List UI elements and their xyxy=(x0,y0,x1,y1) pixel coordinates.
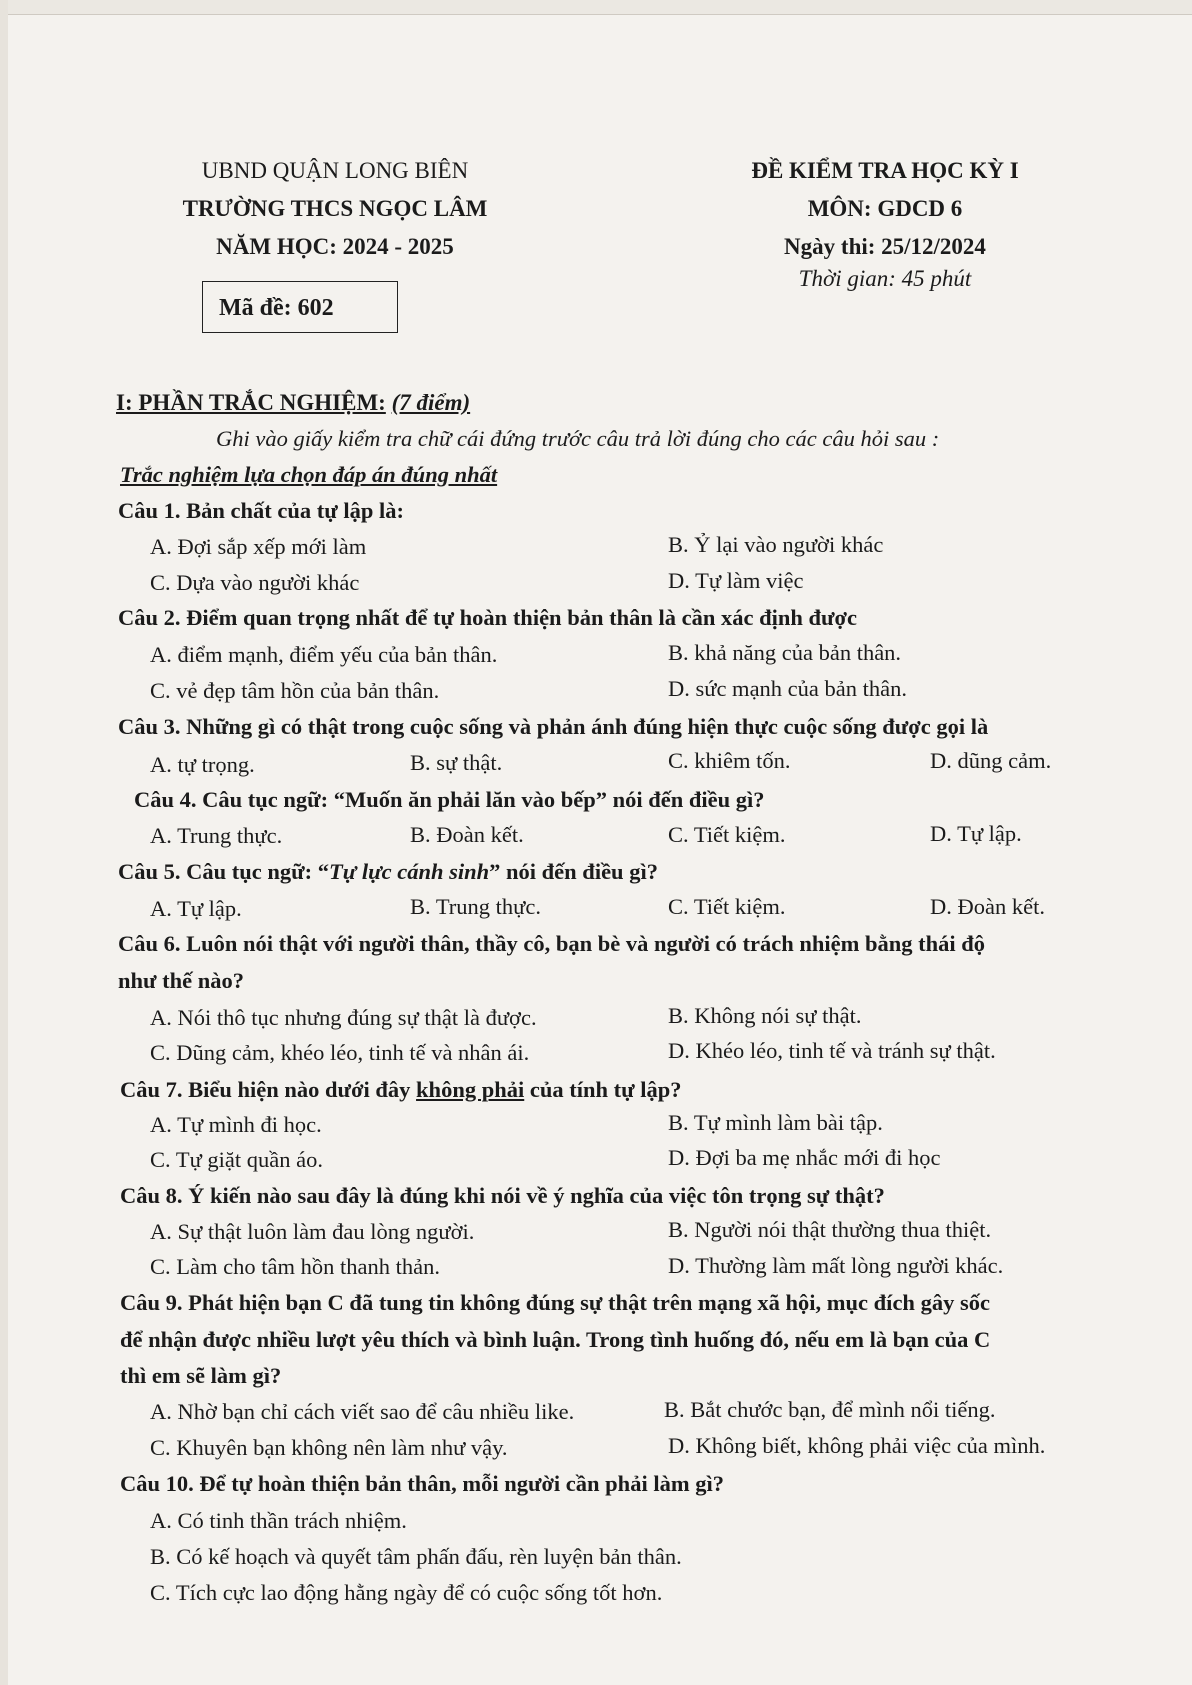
school-header xyxy=(120,152,550,266)
q7-emphasis: không phải xyxy=(416,1077,525,1102)
q1-option-c: C. Dựa vào người khác xyxy=(150,570,360,595)
q7-option-d: D. Đợi ba mẹ nhắc mới đi học xyxy=(668,1145,941,1170)
q2-option-d: D. sức mạnh của bản thân. xyxy=(668,676,907,701)
question-1: Câu 1. Bản chất của tự lập là: xyxy=(118,498,405,523)
section-label: I: PHẦN TRẮC NGHIỆM: xyxy=(116,390,386,415)
question-3: Câu 3. Những gì có thật trong cuộc sống và phản ánh đúng hiện thực cuộc sống được gọi là xyxy=(118,714,989,739)
q7-option-c: C. Tự giặt quần áo. xyxy=(150,1147,324,1172)
q4-option-b: B. Đoàn kết. xyxy=(410,822,524,847)
q8-option-b: B. Người nói thật thường thua thiệt. xyxy=(668,1217,992,1242)
q2-option-c: C. vẻ đẹp tâm hồn của bản thân. xyxy=(150,678,440,703)
q3-option-d: D. dũng cảm. xyxy=(930,748,1052,773)
scan-edge-left xyxy=(0,0,8,1685)
exam-header xyxy=(690,152,1080,298)
q8-option-c: C. Làm cho tâm hồn thanh thản. xyxy=(150,1254,440,1279)
instruction: Ghi vào giấy kiểm tra chữ cái đứng trước câu trả lời đúng cho các câu hỏi sau : xyxy=(216,426,940,451)
q6-option-c: C. Dũng cảm, khéo léo, tinh tế và nhân ái. xyxy=(150,1040,530,1065)
q5-text-post: ” nói đến điều gì? xyxy=(489,859,658,884)
question-9-cont1: để nhận được nhiều lượt yêu thích và bình luận. Trong tình huống đó, nếu em là bạn của C xyxy=(120,1327,991,1352)
question-4: Câu 4. Câu tục ngữ: “Muốn ăn phải lăn vào bếp” nói đến điều gì? xyxy=(134,787,765,812)
q1-option-a: A. Đợi sắp xếp mới làm xyxy=(150,534,367,559)
question-9: Câu 9. Phát hiện bạn C đã tung tin không đúng sự thật trên mạng xã hội, mục đích gây sốc xyxy=(120,1290,990,1315)
q10-option-c: C. Tích cực lao động hằng ngày để có cuộc sống tốt hơn. xyxy=(150,1580,663,1605)
q7-option-a: A. Tự mình đi học. xyxy=(150,1112,322,1137)
q7-option-b: B. Tự mình làm bài tập. xyxy=(668,1110,883,1135)
question-5 xyxy=(118,857,658,887)
q9-option-c: C. Khuyên bạn không nên làm như vậy. xyxy=(150,1435,508,1460)
question-10: Câu 10. Để tự hoàn thiện bản thân, mỗi người cần phải làm gì? xyxy=(120,1471,724,1496)
q7-text-pre: Câu 7. Biểu hiện nào dưới đây xyxy=(120,1077,417,1102)
school-year: NĂM HỌC: 2024 - 2025 xyxy=(216,234,454,259)
q5-option-c: C. Tiết kiệm. xyxy=(668,894,786,919)
exam-title: ĐỀ KIỂM TRA HỌC KỲ I xyxy=(751,158,1019,183)
q5-option-d: D. Đoàn kết. xyxy=(930,894,1045,919)
q5-proverb: Tự lực cánh sinh xyxy=(329,859,490,884)
q5-option-a: A. Tự lập. xyxy=(150,896,242,921)
q10-option-a: A. Có tinh thần trách nhiệm. xyxy=(150,1508,407,1533)
q8-option-d: D. Thường làm mất lòng người khác. xyxy=(668,1253,1004,1278)
question-6-cont: như thế nào? xyxy=(118,968,245,993)
question-8: Câu 8. Ý kiến nào sau đây là đúng khi nói về ý nghĩa của việc tôn trọng sự thật? xyxy=(120,1183,885,1208)
section-points: (7 điểm) xyxy=(391,390,471,415)
q4-option-d: D. Tự lập. xyxy=(930,821,1022,846)
scan-edge-top xyxy=(0,0,1192,15)
question-6: Câu 6. Luôn nói thật với người thân, thầy cô, bạn bè và người có trách nhiệm bằng thái độ xyxy=(118,931,986,956)
q3-option-c: C. khiêm tốn. xyxy=(668,748,791,773)
question-9-cont2: thì em sẽ làm gì? xyxy=(120,1363,282,1388)
q1-option-b: B. Ỷ lại vào người khác xyxy=(668,532,884,557)
exam-subject: MÔN: GDCD 6 xyxy=(807,196,963,221)
q5-text-pre: Câu 5. Câu tục ngữ: “ xyxy=(118,859,330,884)
exam-duration: Thời gian: 45 phút xyxy=(798,266,972,291)
q6-option-b: B. Không nói sự thật. xyxy=(668,1003,862,1028)
school-name: TRƯỜNG THCS NGỌC LÂM xyxy=(182,196,488,221)
q9-option-b: B. Bắt chước bạn, để mình nổi tiếng. xyxy=(664,1397,996,1422)
q2-option-a: A. điểm mạnh, điểm yếu của bản thân. xyxy=(150,642,498,667)
q4-option-a: A. Trung thực. xyxy=(150,823,283,848)
q4-option-c: C. Tiết kiệm. xyxy=(668,822,786,847)
subsection-title: Trắc nghiệm lựa chọn đáp án đúng nhất xyxy=(120,462,498,487)
q9-option-a: A. Nhờ bạn chỉ cách viết sao để câu nhiều like. xyxy=(150,1399,575,1424)
district-name: UBND QUẬN LONG BIÊN xyxy=(201,158,469,183)
q6-option-a: A. Nói thô tục nhưng đúng sự thật là được. xyxy=(150,1005,537,1030)
q3-option-b: B. sự thật. xyxy=(410,750,503,775)
q9-option-d: D. Không biết, không phải việc của mình. xyxy=(668,1433,1046,1458)
section-title xyxy=(116,388,470,418)
question-2: Câu 2. Điểm quan trọng nhất để tự hoàn thiện bản thân là cần xác định được xyxy=(118,605,857,630)
q7-text-post: của tính tự lập? xyxy=(524,1077,682,1102)
q8-option-a: A. Sự thật luôn làm đau lòng người. xyxy=(150,1219,475,1244)
q3-option-a: A. tự trọng. xyxy=(150,752,255,777)
q6-option-d: D. Khéo léo, tinh tế và tránh sự thật. xyxy=(668,1038,996,1063)
q5-option-b: B. Trung thực. xyxy=(410,894,541,919)
exam-date: Ngày thi: 25/12/2024 xyxy=(784,234,986,259)
q1-option-d: D. Tự làm việc xyxy=(668,568,804,593)
exam-code-box: Mã đề: 602 xyxy=(202,281,398,333)
q2-option-b: B. khả năng của bản thân. xyxy=(668,640,902,665)
q10-option-b: B. Có kế hoạch và quyết tâm phấn đấu, rèn luyện bản thân. xyxy=(150,1544,682,1569)
question-7 xyxy=(120,1075,682,1105)
